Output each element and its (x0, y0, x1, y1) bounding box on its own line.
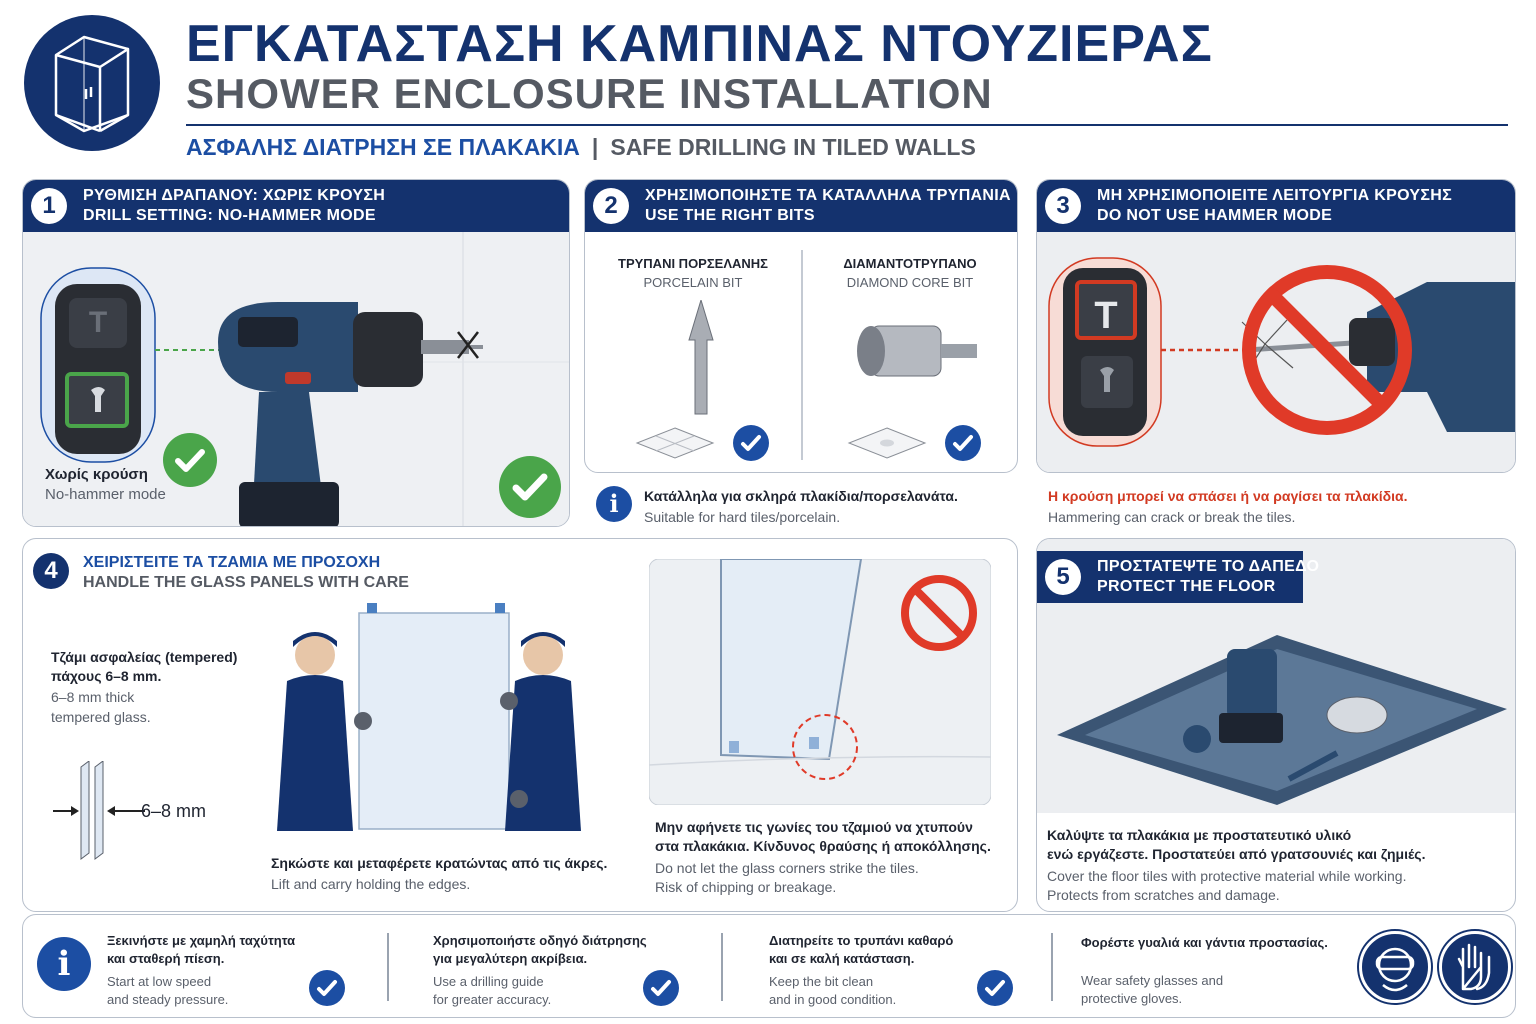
step-1-title-english: DRILL SETTING: NO-HAMMER MODE (83, 207, 376, 224)
step-1-number: 1 (31, 188, 67, 224)
tip-4-english-1: Wear safety glasses and (1081, 973, 1224, 988)
workers-carrying-glass-illustration (273, 603, 593, 847)
step-2-note-greek: Κατάλληλα για σκληρά πλακίδια/πορσελανάτα. (644, 488, 958, 504)
step-5-note-greek-1: Καλύψτε τα πλακάκια με προστατευτικό υλικό (1047, 827, 1352, 843)
step-2-title-english: USE THE RIGHT BITS (645, 207, 815, 224)
checkmark-icon (733, 425, 769, 461)
checkmark-icon (163, 433, 217, 487)
tips-strip (22, 914, 1516, 1018)
glass-spec-english-2: tempered glass. (51, 709, 151, 725)
corner-note-greek-2: στα πλακάκια. Κίνδυνος θραύσης ή αποκόλλησης. (655, 838, 991, 854)
porcelain-bit-label-greek: ΤΡΥΠΑΝΙ ΠΟΡΣΕΛΑΝΗΣ (618, 256, 768, 271)
diamond-bit-label-english: DIAMOND CORE BIT (846, 275, 974, 290)
tip-1-greek-1: Ξεκινήστε με χαμηλή ταχύτητα (107, 933, 296, 948)
step-4-panel (22, 538, 1018, 912)
step-4-title-greek: ΧΕΙΡΙΣΤΕΙΤΕ ΤΑ ΤΖΑΜΙΑ ΜΕ ΠΡΟΣΟΧΗ (83, 554, 381, 571)
step-1-header (23, 180, 570, 232)
page-subtitle (186, 134, 976, 161)
bits-divider (801, 250, 803, 460)
carry-note-greek: Σηκώστε και μεταφέρετε κρατώντας από τις άκρες. (271, 855, 608, 871)
step-1-panel (22, 179, 570, 527)
tip-2-english-2: for greater accuracy. (433, 992, 552, 1007)
checkmark-icon (643, 970, 679, 1006)
tip-3-english-1: Keep the bit clean (769, 974, 874, 989)
step-5-note-english-2: Protects from scratches and damage. (1047, 887, 1280, 903)
shower-enclosure-icon (24, 15, 160, 151)
step-3-panel (1036, 179, 1516, 473)
tip-1-english-1: Start at low speed (107, 974, 212, 989)
svg-text:T: T (88, 306, 108, 339)
glass-thickness-label: 6–8 mm (141, 801, 207, 821)
checkmark-icon (499, 456, 561, 518)
glass-spec-english-1: 6–8 mm thick (51, 689, 135, 705)
tips-divider (721, 933, 723, 1001)
step-3-note-english: Hammering can crack or break the tiles. (1048, 509, 1296, 525)
corner-note-greek-1: Μην αφήνετε τις γωνίες του τζαμιού να χτυπούν (655, 819, 973, 835)
tip-2-greek-1: Χρησιμοποιήστε οδηγό διάτρησης (433, 933, 647, 948)
header-divider (186, 124, 1508, 126)
step-1-label-greek: Χωρίς κρούση (45, 466, 148, 483)
tip-1-greek-2: και σταθερή πίεση. (107, 951, 225, 966)
protective-gloves-icon (1439, 931, 1511, 1003)
tip-2-english-1: Use a drilling guide (433, 974, 544, 989)
svg-text:T: T (1094, 295, 1118, 337)
checkmark-icon (977, 970, 1013, 1006)
step-5-title-greek: ΠΡΟΣΤΑΤΕΨΤΕ ΤΟ ΔΑΠΕΔΟ (1097, 558, 1320, 575)
glass-thickness-diagram (49, 761, 149, 865)
page-title-english: SHOWER ENCLOSURE INSTALLATION (186, 70, 993, 117)
step-5-panel (1036, 538, 1516, 912)
tile-icon (847, 426, 927, 460)
step-2-panel (584, 179, 1018, 473)
step-5-title-english: PROTECT THE FLOOR (1097, 578, 1276, 595)
step-3-title-english: DO NOT USE HAMMER MODE (1097, 207, 1333, 224)
step-1-label-english: No-hammer mode (45, 486, 166, 503)
checkmark-icon (945, 425, 981, 461)
step-5-note-english-1: Cover the floor tiles with protective material while working. (1047, 868, 1407, 884)
tip-4-greek-1: Φορέστε γυαλιά και γάντια προστασίας. (1081, 935, 1328, 950)
glass-spec-greek-1: Τζάμι ασφαλείας (tempered) (51, 649, 238, 665)
step-2-number: 2 (593, 188, 629, 224)
diamond-core-bit-icon (841, 316, 981, 386)
subtitle-greek: ΑΣΦΑΛΗΣ ΔΙΑΤΡΗΣΗ ΣΕ ΠΛΑΚΑΚΙΑ (186, 134, 580, 160)
tip-4-english-2: protective gloves. (1081, 991, 1183, 1006)
step-2-title-greek: ΧΡΗΣΙΜΟΠΟΙΗΣΤΕ ΤΑ ΚΑΤΑΛΛΗΛΑ ΤΡΥΠΑΝΙΑ (645, 187, 1011, 204)
info-icon: i (596, 486, 632, 522)
porcelain-bit-icon (675, 300, 727, 416)
hammer-mode-warning-illustration (1037, 232, 1516, 473)
subtitle-separator: | (591, 134, 599, 160)
subtitle-english: SAFE DRILLING IN TILED WALLS (610, 134, 976, 160)
tile-icon (635, 426, 715, 460)
step-3-title-greek: ΜΗ ΧΡΗΣΙΜΟΠΟΙΕΙΤΕ ΛΕΙΤΟΥΡΓΙΑ ΚΡΟΥΣΗΣ (1097, 187, 1453, 204)
safety-glasses-icon (1359, 931, 1431, 1003)
step-5-number: 5 (1045, 559, 1081, 595)
info-icon: i (37, 937, 91, 991)
step-4-number: 4 (33, 553, 69, 589)
step-5-header (1037, 551, 1320, 603)
step-1-title-greek: ΡΥΘΜΙΣΗ ΔΡΑΠΑΝΟΥ: ΧΩΡΙΣ ΚΡΟΥΣΗ (83, 187, 386, 204)
step-3-header (1037, 180, 1516, 232)
glass-spec-greek-2: πάχους 6–8 mm. (51, 668, 162, 684)
corner-note-english-2: Risk of chipping or breakage. (655, 879, 837, 895)
corner-note-english-1: Do not let the glass corners strike the tiles. (655, 860, 919, 876)
porcelain-bit-label-english: PORCELAIN BIT (643, 275, 743, 290)
step-2-header (585, 180, 1018, 232)
tip-2-greek-2: για μεγαλύτερη ακρίβεια. (433, 951, 588, 966)
glass-corner-impact-illustration (649, 559, 991, 805)
step-2-note-english: Suitable for hard tiles/porcelain. (644, 509, 841, 525)
tip-1-english-2: and steady pressure. (107, 992, 229, 1007)
step-4-title-english: HANDLE THE GLASS PANELS WITH CARE (83, 574, 409, 591)
step-5-note-greek-2: ενώ εργάζεστε. Προστατεύει από γρατσουνιές και ζημιές. (1047, 846, 1426, 862)
tips-divider (387, 933, 389, 1001)
carry-note-english: Lift and carry holding the edges. (271, 876, 471, 892)
step-3-note-greek: Η κρούση μπορεί να σπάσει ή να ραγίσει τα πλακίδια. (1048, 488, 1408, 504)
tip-3-greek-1: Διατηρείτε το τρυπάνι καθαρό (769, 933, 954, 948)
tip-3-english-2: and in good condition. (769, 992, 897, 1007)
page-title: ΕΓΚΑΤΑΣΤΑΣΗ ΚΑΜΠΙΝΑΣ ΝΤΟΥΖΙΕΡΑΣ (186, 15, 1213, 73)
step-3-number: 3 (1045, 188, 1081, 224)
checkmark-icon (309, 970, 345, 1006)
tip-3-greek-2: και σε καλή κατάσταση. (769, 951, 915, 966)
tips-divider (1051, 933, 1053, 1001)
diamond-bit-label-greek: ΔΙΑΜΑΝΤΟΤΡΥΠΑΝΟ (843, 256, 977, 271)
